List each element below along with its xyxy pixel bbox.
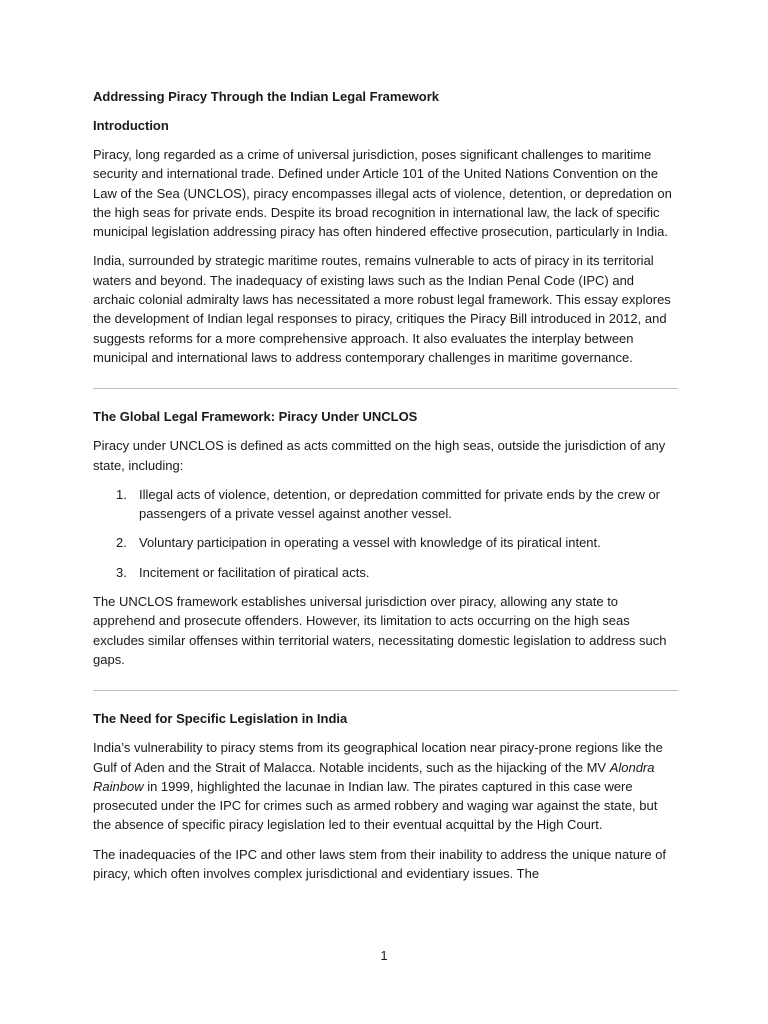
unclos-definition-list: [93, 485, 678, 582]
list-item-text: Illegal acts of violence, detention, or depredation committed for private ends by the crew or passengers of a private vessel against another vessel.: [139, 486, 661, 522]
list-item: [93, 533, 678, 552]
unclos-heading: The Global Legal Framework: Piracy Under UNCLOS: [93, 409, 418, 425]
list-item-number: 3.: [116, 564, 127, 580]
list-item-number: 1.: [116, 486, 127, 502]
introduction-paragraph-1: Piracy, long regarded as a crime of universal jurisdiction, poses significant challenges to maritime security and international trade. Defined under Article 101 of the United Nations Convention on the Law of the Sea (UNCLOS), piracy encompasses illegal acts of violence, detention, or depredation on the high seas for private ends. Despite its broad recognition in international law, the lack of specific municipal legislation addressing piracy has often hindered effective prosecution, particularly in India.: [93, 147, 672, 240]
section-divider: [93, 388, 678, 389]
need-heading: The Need for Specific Legislation in India: [93, 711, 348, 727]
list-item-number: 2.: [116, 535, 127, 551]
introduction-paragraph-2: India, surrounded by strategic maritime routes, remains vulnerable to acts of piracy in its territorial waters and beyond. The inadequacy of existing laws such as the Indian Penal Code (IPC) and archaic colonial admiralty laws has necessitated a more robust legal framework. This essay explores the development of Indian legal responses to piracy, critiques the Piracy Bill introduced in 2012, and suggests reforms for a more comprehensive approach. It also evaluates the interplay between municipal and international laws to address contemporary challenges in maritime governance.: [93, 253, 671, 365]
list-item-text: Incitement or facilitation of piratical acts.: [139, 564, 370, 580]
unclos-paragraph-2: The UNCLOS framework establishes universal jurisdiction over piracy, allowing any state to apprehend and prosecute offenders. However, its limitation to acts occurring on the high seas excludes similar offenses within territorial waters, necessitating domestic legislation to address such gaps.: [93, 594, 667, 667]
need-paragraph-1-end: in 1999, highlighted the lacunae in Indian law. The pirates captured in this case were prosecuted under the IPC for crimes such as armed robbery and waging war against the state, but the absence of specific piracy legislation led to their eventual acquittal by the High Court.: [93, 778, 658, 833]
document-title: Addressing Piracy Through the Indian Legal Framework: [93, 89, 440, 104]
list-item: [93, 563, 678, 582]
vessel-name: Alondra Rainbow: [93, 759, 655, 794]
list-item-text: Voluntary participation in operating a vessel with knowledge of its piratical intent.: [139, 535, 601, 551]
section-divider: [93, 690, 678, 691]
page-number: 1: [380, 948, 388, 963]
need-paragraph-2: The inadequacies of the IPC and other laws stem from their inability to address the unique nature of piracy, which often involves complex jurisdictional and evidentiary issues. The: [93, 846, 667, 882]
document-body: [93, 87, 678, 893]
need-paragraph-1: [93, 738, 678, 834]
introduction-heading: Introduction: [93, 118, 169, 133]
unclos-paragraph-1: Piracy under UNCLOS is defined as acts committed on the high seas, outside the jurisdiction of any state, including:: [93, 438, 666, 473]
list-item: [93, 485, 678, 524]
need-paragraph-1-start: India’s vulnerability to piracy stems from its geographical location near piracy-prone regions like the Gulf of Aden and the Strait of Malacca. Notable incidents, such as the hijacking of the MV: [93, 740, 663, 775]
